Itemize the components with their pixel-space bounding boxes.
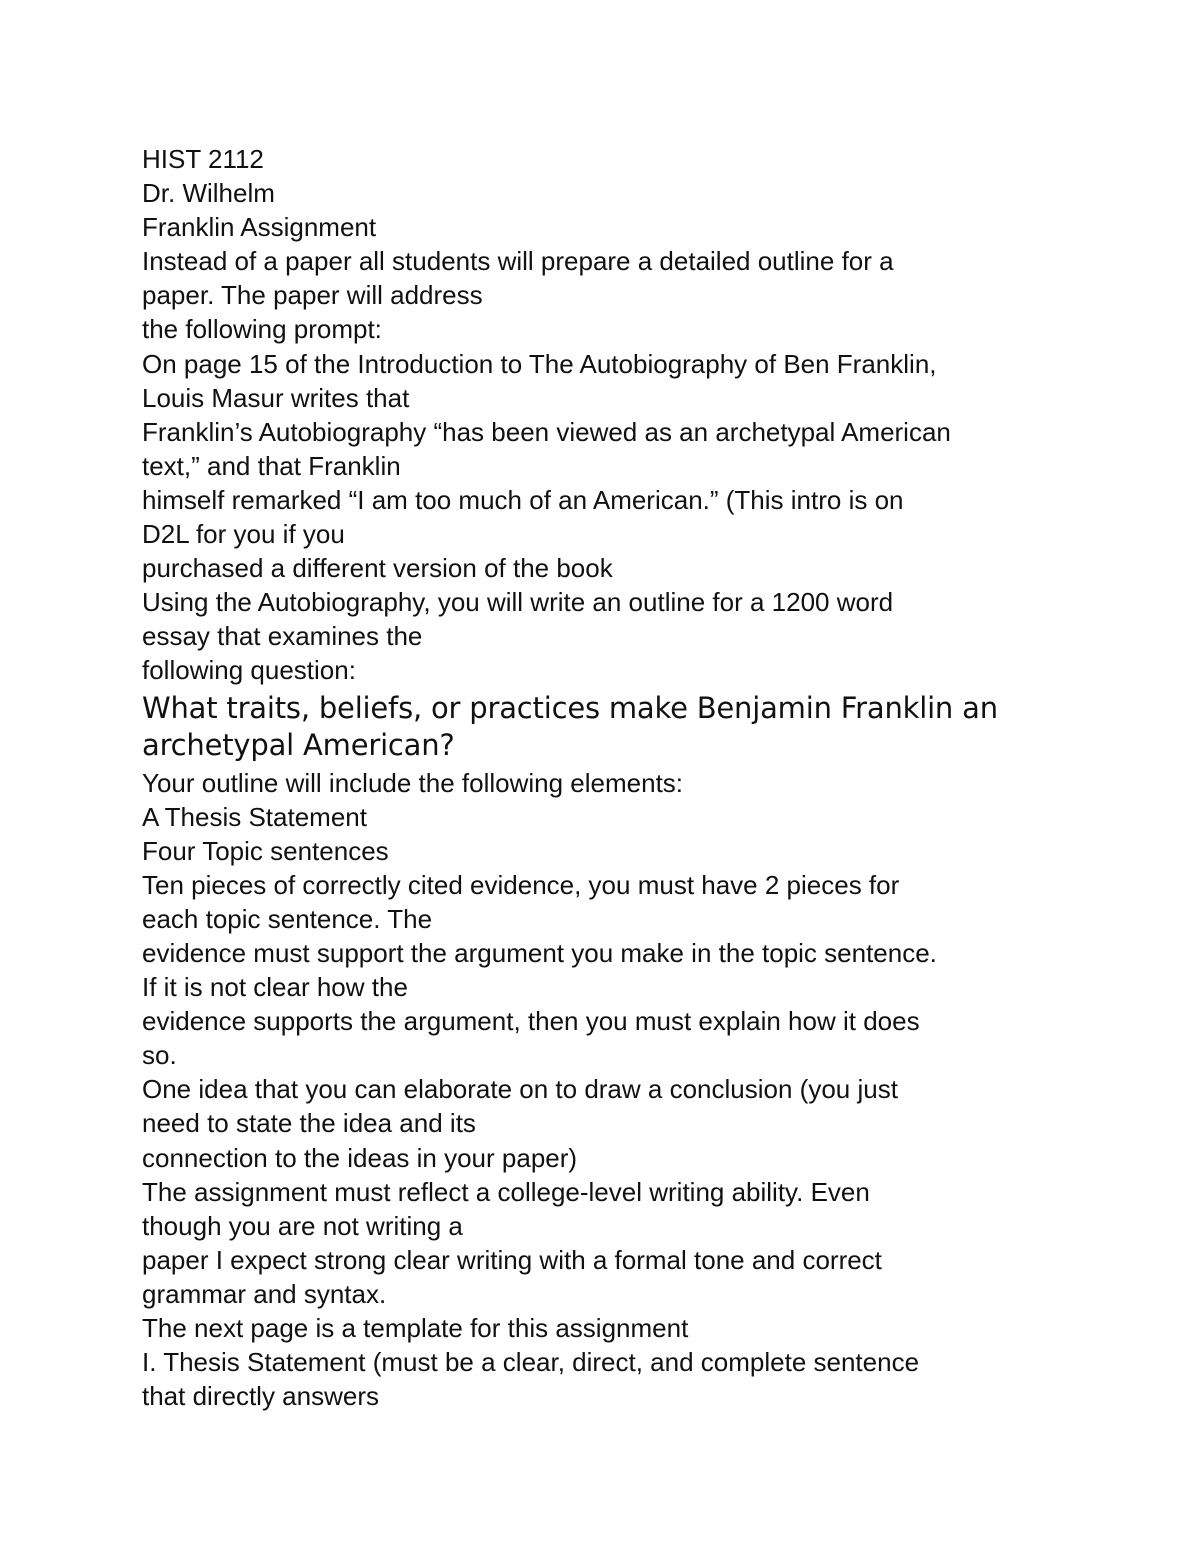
text-line: A Thesis Statement <box>142 801 367 832</box>
text-line: Franklin’s Autobiography “has been viewed as an archetypal American <box>142 416 951 447</box>
text-line: On page 15 of the Introduction to The Autobiography of Ben Franklin, <box>142 348 937 379</box>
text-line: Four Topic sentences <box>142 835 389 866</box>
assignment-title: Franklin Assignment <box>142 212 377 243</box>
text-line: Your outline will include the following elements: <box>142 767 684 798</box>
text-line: Using the Autobiography, you will write an outline for a 1200 word <box>142 587 894 618</box>
text-line: that directly answers <box>142 1381 379 1412</box>
text-line: following question: <box>142 655 356 686</box>
text-line: evidence must support the argument you make in the topic sentence. <box>142 937 937 968</box>
essay-question <box>142 690 1102 764</box>
text-line: so. <box>142 1040 177 1071</box>
text-line: though you are not writing a <box>142 1210 463 1241</box>
text-line: evidence supports the argument, then you must explain how it does <box>142 1006 920 1037</box>
text-line: The assignment must reflect a college-level writing ability. Even <box>142 1176 870 1207</box>
text-line: D2L for you if you <box>142 519 345 550</box>
question-line: archetypal American? <box>142 727 455 762</box>
text-line: need to state the idea and its <box>142 1108 476 1139</box>
text-line: essay that examines the <box>142 621 423 652</box>
instructor-name: Dr. Wilhelm <box>142 178 275 209</box>
text-line: Instead of a paper all students will prepare a detailed outline for a <box>142 246 894 277</box>
text-line: The next page is a template for this assignment <box>142 1313 689 1343</box>
text-line: paper. The paper will address <box>142 280 483 311</box>
text-line: One idea that you can elaborate on to draw a conclusion (you just <box>142 1074 898 1105</box>
text-line: purchased a different version of the book <box>142 553 613 584</box>
text-line: Ten pieces of correctly cited evidence, you must have 2 pieces for <box>142 869 900 900</box>
text-line: connection to the ideas in your paper) <box>142 1142 578 1173</box>
text-line: himself remarked “I am too much of an American.” (This intro is on <box>142 484 904 515</box>
document-body <box>142 142 1102 1413</box>
text-line: paper I expect strong clear writing with a formal tone and correct <box>142 1244 882 1275</box>
question-line: What traits, beliefs, or practices make Benjamin Franklin an <box>142 690 998 725</box>
text-line: Louis Masur writes that <box>142 382 410 413</box>
text-line: If it is not clear how the <box>142 972 408 1003</box>
text-line: grammar and syntax. <box>142 1278 387 1309</box>
course-code: HIST 2112 <box>142 144 264 174</box>
text-line: I. Thesis Statement (must be a clear, direct, and complete sentence <box>142 1347 920 1378</box>
text-line: each topic sentence. The <box>142 903 433 934</box>
text-line: text,” and that Franklin <box>142 450 401 481</box>
text-line: the following prompt: <box>142 314 382 345</box>
